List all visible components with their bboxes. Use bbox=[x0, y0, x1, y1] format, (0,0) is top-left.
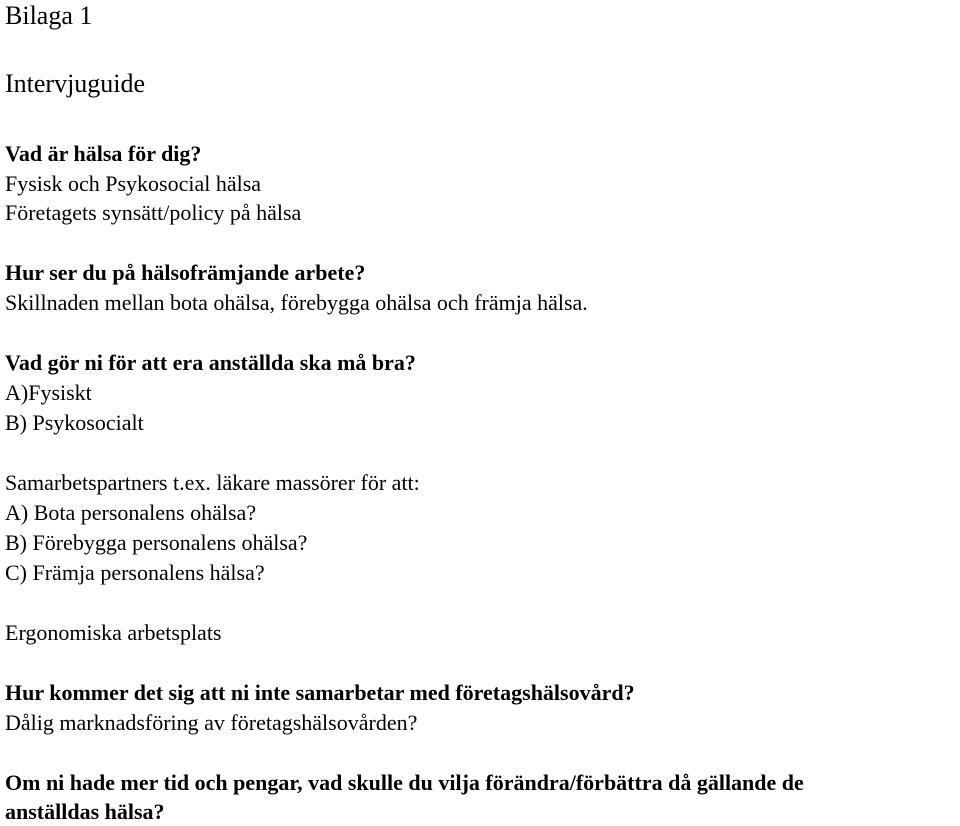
question-health-meaning: Vad är hälsa för dig? bbox=[5, 141, 202, 166]
question-more-time-money-line-1: Om ni hade mer tid och pengar, vad skulle du vilja förändra/förbättra då gällande de bbox=[5, 770, 804, 795]
question-occupational-health: Hur kommer det sig att ni inte samarbetar med företagshälsovård? bbox=[5, 680, 635, 705]
document-title: Intervjuguide bbox=[5, 69, 146, 98]
note-poor-marketing: Dålig marknadsföring av företagshälsovården? bbox=[5, 710, 418, 735]
option-promote-health: C) Främja personalens hälsa? bbox=[5, 560, 265, 585]
question-employee-wellbeing: Vad gör ni för att era anställda ska må bra? bbox=[5, 350, 416, 375]
note-physical-psychosocial: Fysisk och Psykosocial hälsa bbox=[5, 171, 262, 196]
option-psychosocial: B) Psykosocialt bbox=[5, 410, 144, 435]
partners-heading: Samarbetspartners t.ex. läkare massörer för att: bbox=[5, 470, 420, 495]
note-company-policy: Företagets synsätt/policy på hälsa bbox=[5, 200, 302, 225]
question-health-promotion: Hur ser du på hälsofrämjande arbete? bbox=[5, 260, 366, 285]
option-physical: A)Fysiskt bbox=[5, 380, 92, 405]
question-more-time-money-line-2: anställdas hälsa? bbox=[5, 799, 165, 824]
ergonomics-note: Ergonomiska arbetsplats bbox=[5, 620, 222, 645]
appendix-label: Bilaga 1 bbox=[5, 1, 93, 30]
option-cure-illness: A) Bota personalens ohälsa? bbox=[5, 500, 257, 525]
option-prevent-illness: B) Förebygga personalens ohälsa? bbox=[5, 530, 308, 555]
note-difference: Skillnaden mellan bota ohälsa, förebygga ohälsa och främja hälsa. bbox=[5, 290, 588, 315]
